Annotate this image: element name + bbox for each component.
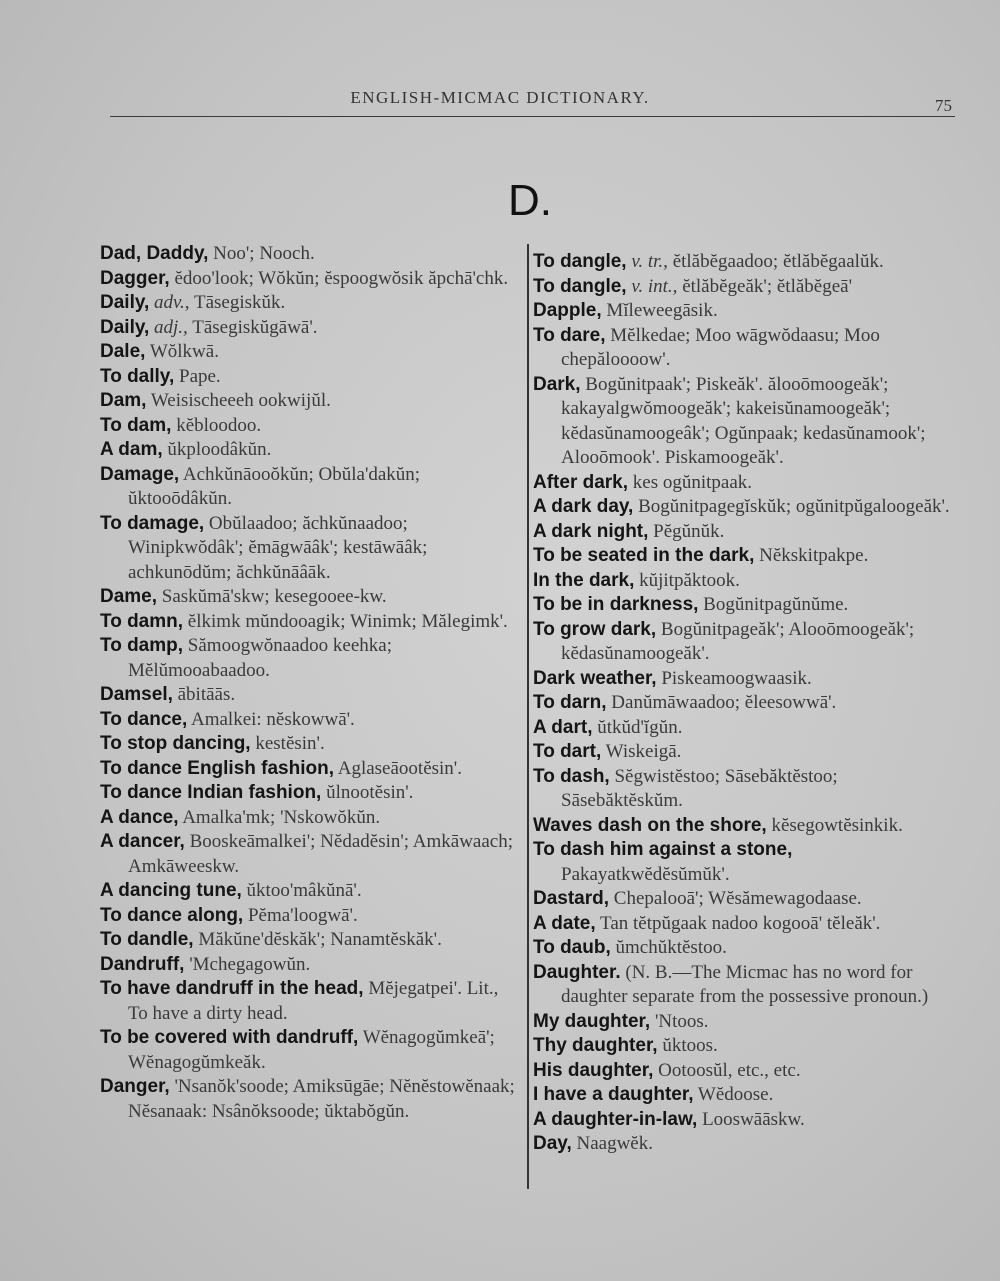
entry-translation: Aglaseāootĕsin'.: [334, 757, 462, 779]
entry-headword: To damp,: [100, 635, 184, 656]
entry-translation: ĕlkimk mŭndooagik; Winimk; Mălegimk'.: [183, 610, 508, 632]
entry-translation: kestĕsin'.: [250, 733, 325, 754]
entry-translation: Booskeāmalkei'; Nĕdadĕsin'; Amkāwaach; Amkāweeskw.: [128, 831, 514, 877]
entry-headword: Waves dash on the shore,: [533, 814, 767, 836]
entry-translation: Tāsegiskŭgāwā'.: [187, 316, 318, 338]
dictionary-entry: [533, 299, 953, 324]
entry-translation: Sămoogwŏnaadoo keehka; Mĕlŭmooabaadoo.: [128, 635, 392, 681]
dictionary-entry: [100, 879, 520, 904]
entry-headword: To darn,: [533, 692, 607, 713]
entry-translation: Pĕma'loogwā'.: [243, 904, 358, 926]
header-rule: [110, 116, 955, 117]
entry-translation: Ootoosŭl, etc., etc.: [653, 1059, 801, 1081]
entry-headword: To dangle,: [533, 251, 627, 272]
entry-translation: Wŏlkwā.: [145, 341, 219, 362]
entry-translation: Măkŭne'dĕskăk'; Nanamtĕskăk'.: [193, 929, 442, 950]
dictionary-entry: [100, 267, 520, 292]
entry-headword: Thy daughter,: [533, 1035, 658, 1056]
dictionary-entry: [100, 708, 520, 733]
dictionary-entry: [100, 389, 520, 414]
dictionary-entry: [533, 250, 953, 275]
entry-headword: To dare,: [533, 324, 606, 346]
entry-headword: I have a daughter,: [533, 1084, 694, 1105]
dictionary-entry: [100, 953, 520, 978]
entry-translation: ŭktoos.: [657, 1035, 718, 1056]
entry-translation: Bogŭnitpagŭnŭme.: [698, 594, 849, 615]
entry-headword: To dandle,: [100, 929, 194, 950]
entry-translation: Pape.: [174, 365, 221, 387]
entry-headword: Danger,: [100, 1076, 170, 1097]
dictionary-entry: [533, 765, 953, 814]
entry-part-of-speech: adj.,: [154, 316, 188, 338]
entry-part-of-speech: v. tr.,: [631, 251, 668, 272]
entry-headword: Dark weather,: [533, 667, 657, 689]
dictionary-entry: [100, 1075, 520, 1124]
entry-headword: To daub,: [533, 937, 611, 958]
entry-translation: ĕtlăbĕgaadoo; ĕtlăbĕgaalŭk.: [667, 251, 884, 272]
dictionary-entry: [100, 1026, 520, 1075]
dictionary-entry: [533, 495, 953, 520]
entry-headword: Damage,: [100, 463, 180, 485]
dictionary-entry: [533, 1083, 953, 1108]
dictionary-entry: [533, 667, 953, 692]
entry-translation: Bogŭnitpageăk'; Alooōmoogeăk'; kĕdasŭnamoogeăk'.: [561, 618, 915, 664]
entry-headword: Dame,: [100, 586, 158, 607]
dictionary-entry: [533, 1034, 953, 1059]
dictionary-entry: [533, 814, 953, 839]
entry-headword: A daughter-in-law,: [533, 1108, 698, 1130]
entry-translation: (N. B.—The Micmac has no word for daughter separate from the possessive pronoun.): [561, 961, 929, 1007]
entry-translation: Amalka'mk; 'Nskowŏkŭn.: [178, 806, 381, 828]
entry-translation: ŭlnootĕsin'.: [321, 782, 414, 803]
entry-translation: ŭtkŭd'ĭgŭn.: [592, 716, 683, 738]
entry-translation: Pakayatkwĕdĕsŭmŭk'.: [561, 863, 730, 885]
entry-translation: Wĕnagogŭmkeā'; Wĕnagogŭmkeăk.: [128, 1027, 495, 1073]
entry-translation: Achkŭnāooŏkŭn; Obŭla'dakŭn; ŭktooōdâkŭn.: [128, 463, 421, 509]
entry-translation: Mĕjegatpei'. Lit., To have a dirty head.: [128, 978, 499, 1024]
entry-headword: To damage,: [100, 512, 205, 534]
dictionary-entry: [533, 569, 953, 594]
entry-headword: To be in darkness,: [533, 594, 699, 615]
entry-translation: ābitāās.: [172, 684, 236, 705]
entry-translation: Weisischeeeh ookwijŭl.: [146, 390, 331, 411]
dictionary-entry: [533, 838, 953, 887]
entry-headword: A dancer,: [100, 831, 185, 852]
entry-translation: Mĕlkedae; Moo wāgwŏdaasu; Moo chepăloooow'.: [561, 324, 880, 370]
dictionary-entry: [533, 691, 953, 716]
entry-translation: Noo'; Nooch.: [208, 243, 315, 264]
left-column: [100, 242, 520, 1124]
entry-headword: Dapple,: [533, 300, 602, 321]
entry-translation: ŭktoo'mâkŭnā'.: [241, 880, 362, 901]
dictionary-entry: [533, 912, 953, 937]
dictionary-entry: [100, 928, 520, 953]
entry-headword: Daughter.: [533, 961, 621, 983]
dictionary-entry: [533, 544, 953, 569]
entry-headword: A dance,: [100, 806, 179, 828]
entry-headword: To stop dancing,: [100, 733, 251, 754]
entry-translation: Chepalooā'; Wĕsămewagodaase.: [609, 888, 862, 909]
entry-headword: Damsel,: [100, 684, 173, 705]
dictionary-entry: [533, 716, 953, 741]
entry-translation: Piskeamoogwaasik.: [656, 667, 812, 689]
entry-translation: ŭkploodâkŭn.: [162, 439, 272, 460]
entry-translation: 'Nsanŏk'soode; Amiksūgāe; Nĕnĕstowĕnaak; Nĕsanaak: Nsânŏksoode; ŭktabŏgŭn.: [128, 1076, 515, 1122]
dictionary-entry: [100, 610, 520, 635]
entry-translation: Amalkei: nĕskowwā'.: [187, 708, 355, 730]
dictionary-entry: [100, 904, 520, 929]
entry-headword: Daily,: [100, 316, 150, 338]
entry-headword: A dark day,: [533, 496, 634, 517]
entry-translation: Obŭlaadoo; ăchkŭnaadoo; Winipkwŏdâk'; ĕmāgwāâk'; kestāwāâk; achkunōdŭm; ăchkŭnāâāk.: [128, 512, 428, 583]
entry-translation: Wiskeigā.: [601, 741, 682, 762]
dictionary-entry: [100, 585, 520, 610]
section-letter: D.: [508, 176, 552, 225]
entry-headword: To grow dark,: [533, 618, 657, 640]
dictionary-entry: [100, 365, 520, 390]
entry-translation: Mĭleweegāsik.: [601, 300, 718, 321]
dictionary-entry: [100, 732, 520, 757]
dictionary-entry: [100, 757, 520, 782]
entry-translation: Tan tĕtpŭgaak nadoo kogooā' tĕleăk'.: [595, 912, 881, 934]
dictionary-entry: [533, 520, 953, 545]
dictionary-entry: [100, 463, 520, 512]
entry-headword: To dance along,: [100, 904, 244, 926]
entry-translation: kĕbloodoo.: [171, 414, 262, 436]
entry-headword: To dangle,: [533, 275, 627, 297]
dictionary-entry: [100, 634, 520, 683]
entry-headword: A dancing tune,: [100, 880, 242, 901]
entry-headword: To dance English fashion,: [100, 757, 335, 779]
dictionary-entry: [100, 291, 520, 316]
entry-headword: My daughter,: [533, 1010, 651, 1032]
entry-translation: Naagwĕk.: [571, 1133, 653, 1154]
entry-translation: 'Ntoos.: [650, 1010, 709, 1032]
entry-translation: kŭjitpăktook.: [634, 569, 740, 591]
entry-translation: Nĕkskitpakpe.: [754, 545, 869, 566]
page-number: 75: [935, 96, 952, 115]
entry-headword: To dally,: [100, 365, 175, 387]
dictionary-entry: [533, 1059, 953, 1084]
entry-translation: Danŭmāwaadoo; ĕleesowwā'.: [606, 692, 837, 713]
entry-headword: To damn,: [100, 610, 184, 632]
entry-translation: ŭmchŭktĕstoo.: [610, 937, 727, 958]
entry-headword: His daughter,: [533, 1059, 654, 1081]
dictionary-entry: [533, 961, 953, 1010]
entry-headword: To have dandruff in the head,: [100, 978, 364, 999]
entry-translation: Saskŭmā'skw; kesegooee-kw.: [157, 586, 387, 607]
dictionary-entry: [533, 593, 953, 618]
entry-translation: Sĕgwistĕstoo; Sāsebăktĕstoo; Sāsebăktĕskŭm.: [561, 765, 838, 811]
dictionary-entry: [100, 830, 520, 879]
entry-headword: In the dark,: [533, 569, 635, 591]
entry-headword: To dart,: [533, 741, 602, 762]
dictionary-entry: [533, 1132, 953, 1157]
entry-headword: Dad, Daddy,: [100, 243, 209, 264]
entry-translation: Tāsegiskŭk.: [189, 292, 286, 313]
entry-headword: To be seated in the dark,: [533, 545, 755, 566]
dictionary-entry: [100, 512, 520, 586]
entry-headword: A dark night,: [533, 520, 649, 542]
dictionary-entry: [100, 683, 520, 708]
entry-headword: To dance Indian fashion,: [100, 782, 322, 803]
entry-headword: To dam,: [100, 414, 172, 436]
entry-translation: 'Mchegagowŭn.: [184, 953, 311, 975]
entry-translation: Looswāāskw.: [697, 1108, 805, 1130]
entry-headword: To dash him against a stone,: [533, 839, 793, 860]
entry-headword: A date,: [533, 912, 596, 934]
entry-headword: Dandruff,: [100, 953, 185, 975]
running-head: ENGLISH-MICMAC DICTIONARY.: [350, 88, 650, 107]
dictionary-entry: [533, 471, 953, 496]
entry-headword: Day,: [533, 1133, 572, 1154]
entry-translation: Bogŭnitpagegĭskŭk; ogŭnitpŭgaloogeăk'.: [633, 496, 950, 517]
dictionary-entry: [100, 316, 520, 341]
entry-translation: Pĕgŭnŭk.: [648, 520, 725, 542]
column-divider: [527, 244, 529, 1189]
entry-translation: ĕtlăbĕgeăk'; ĕtlăbĕgeā': [677, 275, 853, 297]
dictionary-entry: [100, 340, 520, 365]
entry-translation: kes ogŭnitpaak.: [628, 471, 753, 493]
entry-headword: To dance,: [100, 708, 188, 730]
dictionary-entry: [533, 887, 953, 912]
entry-headword: Dale,: [100, 341, 146, 362]
entry-headword: Daily,: [100, 292, 150, 313]
entry-headword: Dastard,: [533, 888, 610, 909]
dictionary-entry: [100, 414, 520, 439]
dictionary-entry: [533, 936, 953, 961]
dictionary-entry: [100, 781, 520, 806]
dictionary-entry: [100, 977, 520, 1026]
entry-headword: Dam,: [100, 390, 147, 411]
dictionary-entry: [533, 275, 953, 300]
entry-translation: Bogŭnitpaak'; Piskeăk'. ălooōmoogeăk'; kakayalgwŏmoogeăk'; kakeisŭnamoogeăk'; kĕdasŭnamoogeâk'; Ogŭnpaak; kedasŭnamook'; Alooōmook'. Piskamoogeăk'.: [561, 373, 926, 468]
dictionary-entry: [533, 1010, 953, 1035]
entry-headword: A dart,: [533, 716, 593, 738]
entry-headword: Dagger,: [100, 267, 170, 289]
entry-headword: A dam,: [100, 439, 163, 460]
entry-part-of-speech: adv.,: [154, 292, 190, 313]
entry-translation: ĕdoo'look; Wŏkŭn; ĕspoogwŏsik ăpchā'chk.: [169, 267, 509, 289]
dictionary-entry: [533, 1108, 953, 1133]
dictionary-entry: [533, 324, 953, 373]
entry-headword: To be covered with dandruff,: [100, 1027, 359, 1048]
dictionary-entry: [100, 438, 520, 463]
dictionary-entry: [533, 618, 953, 667]
entry-headword: To dash,: [533, 765, 610, 787]
entry-translation: Wĕdoose.: [693, 1084, 774, 1105]
entry-part-of-speech: v. int.,: [631, 275, 678, 297]
dictionary-entry: [100, 242, 520, 267]
entry-translation: kĕsegowtĕsinkik.: [766, 814, 903, 836]
entry-headword: Dark,: [533, 373, 581, 395]
dictionary-entry: [100, 806, 520, 831]
entry-headword: After dark,: [533, 471, 629, 493]
dictionary-entry: [533, 373, 953, 471]
right-column: [533, 250, 953, 1157]
dictionary-entry: [533, 740, 953, 765]
